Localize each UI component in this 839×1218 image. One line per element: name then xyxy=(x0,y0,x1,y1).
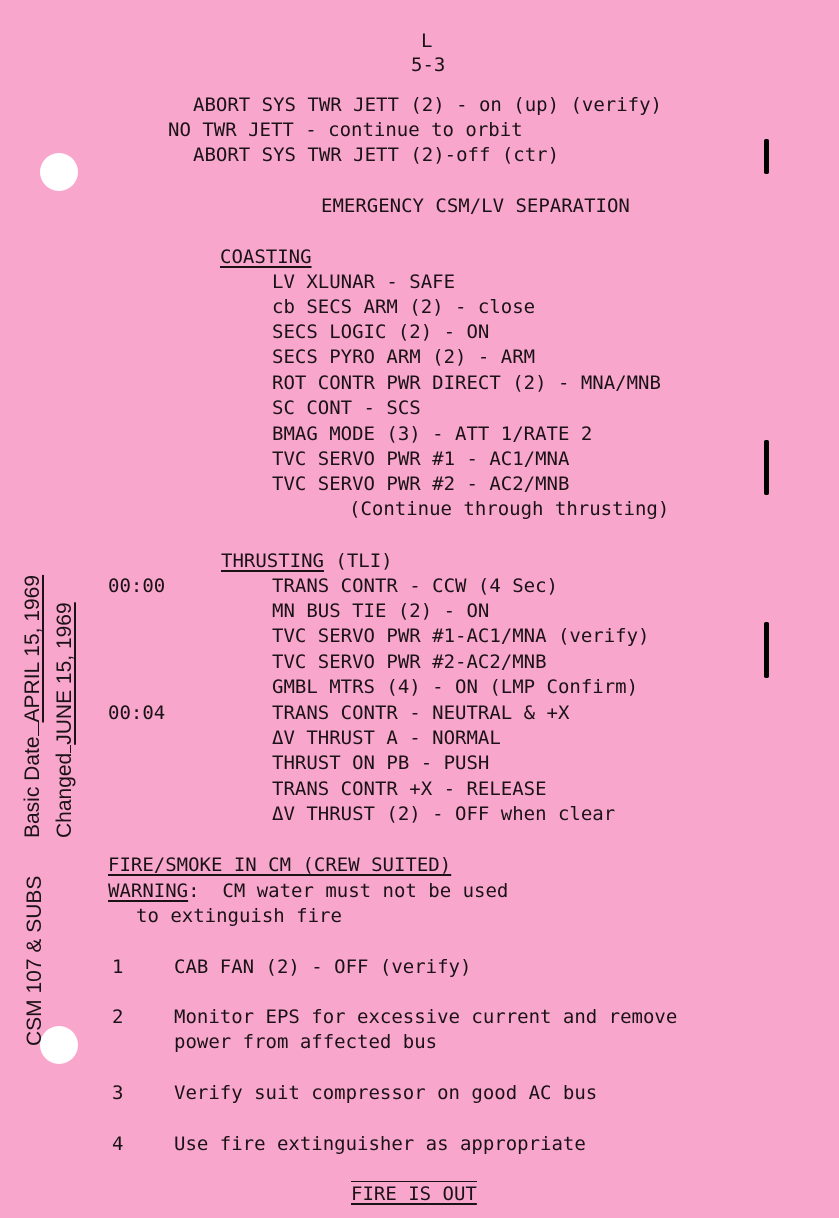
warning-row xyxy=(108,879,508,904)
changed-date-label: Changed xyxy=(53,752,76,838)
thrusting-step: TRANS CONTR +X - RELEASE xyxy=(272,778,547,800)
fire-heading: FIRE/SMOKE IN CM (CREW SUITED) xyxy=(108,854,452,876)
coasting-step: SC CONT - SCS xyxy=(272,397,421,419)
change-bar xyxy=(764,139,769,174)
thrusting-step: MN BUS TIE (2) - ON xyxy=(272,600,490,622)
thrusting-step: TVC SERVO PWR #1-AC1/MNA (verify) xyxy=(272,625,650,647)
basic-date-blank xyxy=(20,722,39,736)
coasting-step: SECS LOGIC (2) - ON xyxy=(272,321,490,343)
fire-is-out-label: FIRE IS OUT xyxy=(351,1183,477,1205)
changed-date-row xyxy=(52,602,77,838)
coasting-step: cb SECS ARM (2) - close xyxy=(272,296,536,318)
basic-date-label: Basic Date xyxy=(21,736,44,838)
fire-item-text: power from affected bus xyxy=(174,1031,438,1053)
changed-date-blank xyxy=(52,745,71,753)
thrusting-step: GMBL MTRS (4) - ON (LMP Confirm) xyxy=(272,676,639,698)
thrusting-step: TRANS CONTR - CCW (4 Sec) xyxy=(272,575,558,597)
coasting-step: ROT CONTR PWR DIRECT (2) - MNA/MNB xyxy=(272,372,661,394)
warning-text: : CM water must not be used xyxy=(188,880,509,902)
coasting-heading: COASTING xyxy=(220,246,312,268)
fire-item-text: Monitor EPS for excessive current and remove xyxy=(174,1006,678,1028)
change-bar xyxy=(764,440,769,495)
basic-date-value: APRIL 15, 1969 xyxy=(21,574,44,723)
thrusting-heading-suffix: (TLI) xyxy=(323,550,393,572)
document-id: CSM 107 & SUBS xyxy=(23,875,46,1046)
thrusting-heading-row xyxy=(221,549,393,574)
coasting-step: BMAG MODE (3) - ATT 1/RATE 2 xyxy=(272,423,593,445)
change-bar xyxy=(764,622,769,678)
thrusting-step: THRUST ON PB - PUSH xyxy=(272,752,490,774)
coasting-step: LV XLUNAR - SAFE xyxy=(272,271,456,293)
coasting-step: TVC SERVO PWR #2 - AC2/MNB xyxy=(272,473,570,495)
punch-hole-top xyxy=(40,153,78,191)
abort-line: ABORT SYS TWR JETT (2)-off (ctr) xyxy=(193,144,560,166)
coasting-step: SECS PYRO ARM (2) - ARM xyxy=(272,346,536,368)
warning-text-continued: to extinguish fire xyxy=(136,905,342,927)
thrusting-step: ΔV THRUST (2) - OFF when clear xyxy=(272,803,616,825)
thrusting-heading: THRUSTING xyxy=(221,550,324,572)
section-letter: L xyxy=(421,30,433,52)
fire-item-number: 2 xyxy=(112,1006,124,1028)
fire-item-text: CAB FAN (2) - OFF (verify) xyxy=(174,956,472,978)
coasting-note: (Continue through thrusting) xyxy=(349,498,670,520)
thrusting-time: 00:04 xyxy=(108,702,166,724)
thrusting-step: TRANS CONTR - NEUTRAL & +X xyxy=(272,702,570,724)
section-title: EMERGENCY CSM/LV SEPARATION xyxy=(321,195,630,217)
abort-line: ABORT SYS TWR JETT (2) - on (up) (verify) xyxy=(193,94,662,116)
thrusting-step: TVC SERVO PWR #2-AC2/MNB xyxy=(272,651,547,673)
fire-item-number: 4 xyxy=(112,1133,124,1155)
abort-line: NO TWR JETT - continue to orbit xyxy=(168,119,523,141)
coasting-step: TVC SERVO PWR #1 - AC1/MNA xyxy=(272,448,570,470)
changed-date-value: JUNE 15, 1969 xyxy=(53,602,76,745)
thrusting-time: 00:00 xyxy=(108,575,166,597)
fire-item-number: 1 xyxy=(112,956,124,978)
page-number: 5-3 xyxy=(411,54,446,76)
fire-item-number: 3 xyxy=(112,1082,124,1104)
thrusting-step: ΔV THRUST A - NORMAL xyxy=(272,727,501,749)
warning-label: WARNING xyxy=(108,880,189,902)
fire-item-text: Use fire extinguisher as appropriate xyxy=(174,1133,586,1155)
fire-item-text: Verify suit compressor on good AC bus xyxy=(174,1082,598,1104)
basic-date-row xyxy=(20,575,45,838)
